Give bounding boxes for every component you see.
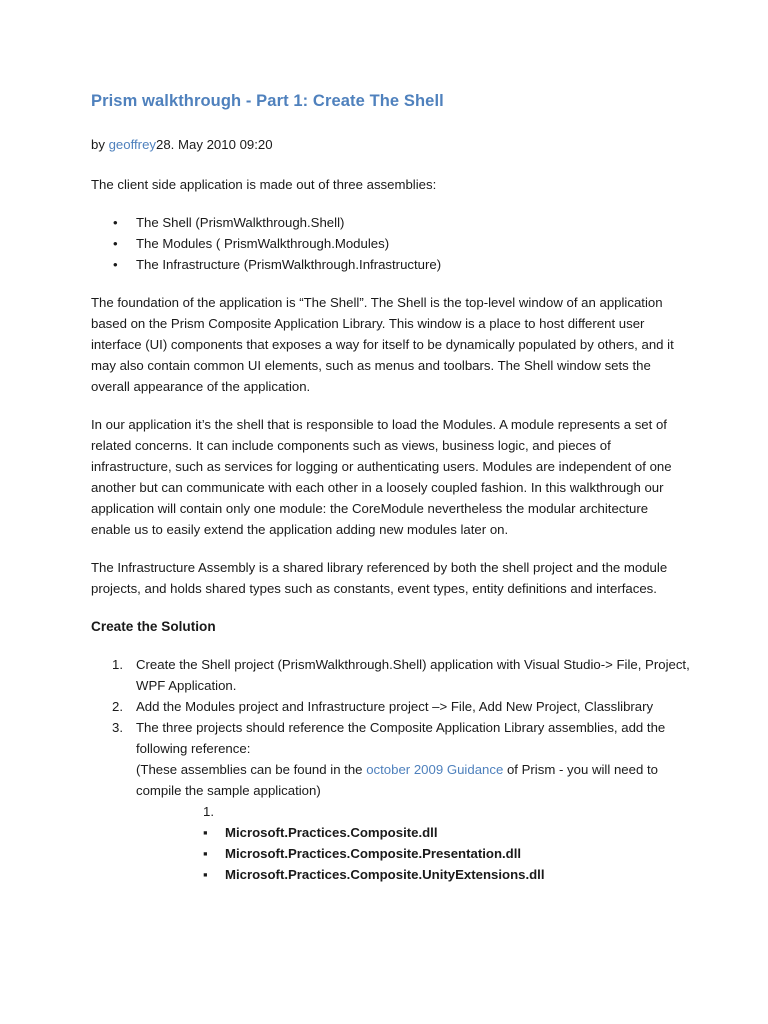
section-heading: Create the Solution [91,619,216,634]
dll-item: ▪ Microsoft.Practices.Composite.Presentation.dll [203,843,691,864]
step-item [91,696,691,717]
step-item [91,654,691,696]
step-number: 3. [112,720,123,735]
guidance-link[interactable]: october 2009 Guidance [366,762,504,777]
step-text: Add the Modules project and Infrastructure project –> File, Add New Project, Classlibrary [136,699,654,714]
document-page [91,88,691,885]
step-number: 1. [112,657,123,672]
list-item: • The Infrastructure (PrismWalkthrough.Infrastructure) [91,254,691,275]
steps-list [91,654,691,801]
list-item: • The Modules ( PrismWalkthrough.Modules) [91,233,691,254]
infrastructure-paragraph: The Infrastructure Assembly is a shared library referenced by both the shell project and the module projects, and holds shared types such as constants, event types, entity definitions and interfaces. [91,560,668,596]
note-before: (These assemblies can be found in the [136,762,367,777]
byline [91,134,691,155]
dll-item: ▪ Microsoft.Practices.Composite.UnityExtensions.dll [203,864,691,885]
byline-prefix: by [91,137,109,152]
intro-paragraph: The client side application is made out of three assemblies: [91,177,437,192]
step-note [136,762,658,798]
dll-item: ▪ Microsoft.Practices.Composite.dll [203,822,691,843]
list-item: • The Shell (PrismWalkthrough.Shell) [91,212,691,233]
reference-sublist [91,801,691,885]
sub-number: 1. [203,804,214,819]
step-text: Create the Shell project (PrismWalkthrough.Shell) application with Visual Studio-> File, Project, WPF Application. [136,657,690,693]
step-text: The three projects should reference the Composite Application Library assemblies, add the following reference: [136,720,666,756]
note-after: of Prism - you will need to compile the sample application) [136,762,658,798]
post-date: 28. May 2010 09:20 [156,137,273,152]
page-title: Prism walkthrough - Part 1: Create The Shell [91,92,444,110]
shell-paragraph: The foundation of the application is “The Shell”. The Shell is the top-level window of an application based on the Prism Composite Application Library. This window is a place to host different user interface (UI) components that exposes a way for itself to be dynamically populated by others, and it may also contain common UI elements, such as menus and toolbars. The Shell window sets the overall appearance of the application. [91,295,674,394]
dll-list [203,822,691,885]
assembly-list [91,212,691,275]
step-number: 2. [112,699,123,714]
modules-paragraph: In our application it’s the shell that is responsible to load the Modules. A module represents a set of related concerns. It can include components such as views, business logic, and pieces of infrastructure, such as services for logging or authenticating users. Modules are independent of one another but can communicate with each other in a loosely coupled fashion. In this walkthrough our application will contain only one module: the CoreModule nevertheless the modular architecture enable us to easily extend the application adding new modules later on. [91,417,672,537]
step-item [91,717,691,801]
author-link[interactable]: geoffrey [108,137,157,152]
